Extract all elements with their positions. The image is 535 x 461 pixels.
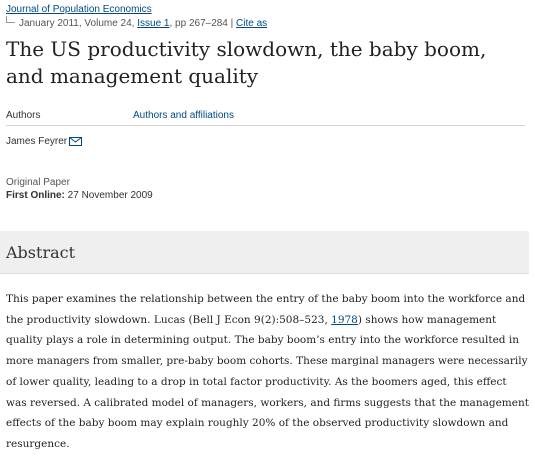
reference-link-1978[interactable]: 1978 bbox=[331, 313, 358, 326]
paper-type: Original Paper bbox=[6, 177, 70, 188]
author-name[interactable]: James Feyrer bbox=[6, 136, 68, 147]
first-online-date: 27 November 2009 bbox=[64, 190, 153, 201]
cite-as-link[interactable]: Cite as bbox=[236, 18, 268, 29]
issue-pages: , pp 267–284 | bbox=[169, 18, 237, 29]
first-online-label: First Online: bbox=[6, 190, 65, 201]
tab-authors-and-affiliations[interactable]: Authors and affiliations bbox=[133, 110, 234, 121]
abstract-header-band bbox=[0, 231, 529, 274]
mail-icon[interactable] bbox=[69, 137, 82, 146]
abstract-heading: Abstract bbox=[6, 243, 76, 262]
issue-date-volume: January 2011, Volume 24, bbox=[19, 18, 138, 29]
journal-link[interactable]: Journal of Population Economics bbox=[6, 4, 152, 15]
issue-link[interactable]: Issue 1 bbox=[137, 18, 170, 29]
first-online bbox=[6, 190, 153, 201]
author-tabs bbox=[6, 110, 525, 126]
abstract-text-part2: ) shows how management quality plays a role in determining output. The baby boom’s entry into the workforce resulted in more managers from smaller, pre-baby boom cohorts. These marginal managers were necessarily of lower quality, leading to a drop in total factor productivity. As the boomers aged, this effect was reversed. A calibrated model of managers, workers, and firms suggests that the management effects of the baby boom may explain roughly 20% of the observed productivity slowdown and resurgence. bbox=[6, 313, 529, 450]
issue-info bbox=[6, 16, 267, 30]
article-title: The US productivity slowdown, the baby boom, and management quality bbox=[6, 37, 487, 88]
abstract-text bbox=[6, 289, 530, 455]
abstract-text-part1: This paper examines the relationship between the entry of the baby boom into the workforce and the productivity slowdown. Lucas (Bell J Econ 9(2):508–523, bbox=[6, 293, 526, 326]
tab-authors[interactable]: Authors bbox=[6, 110, 41, 121]
author-entry bbox=[6, 136, 82, 147]
tree-connector-icon bbox=[6, 16, 15, 23]
